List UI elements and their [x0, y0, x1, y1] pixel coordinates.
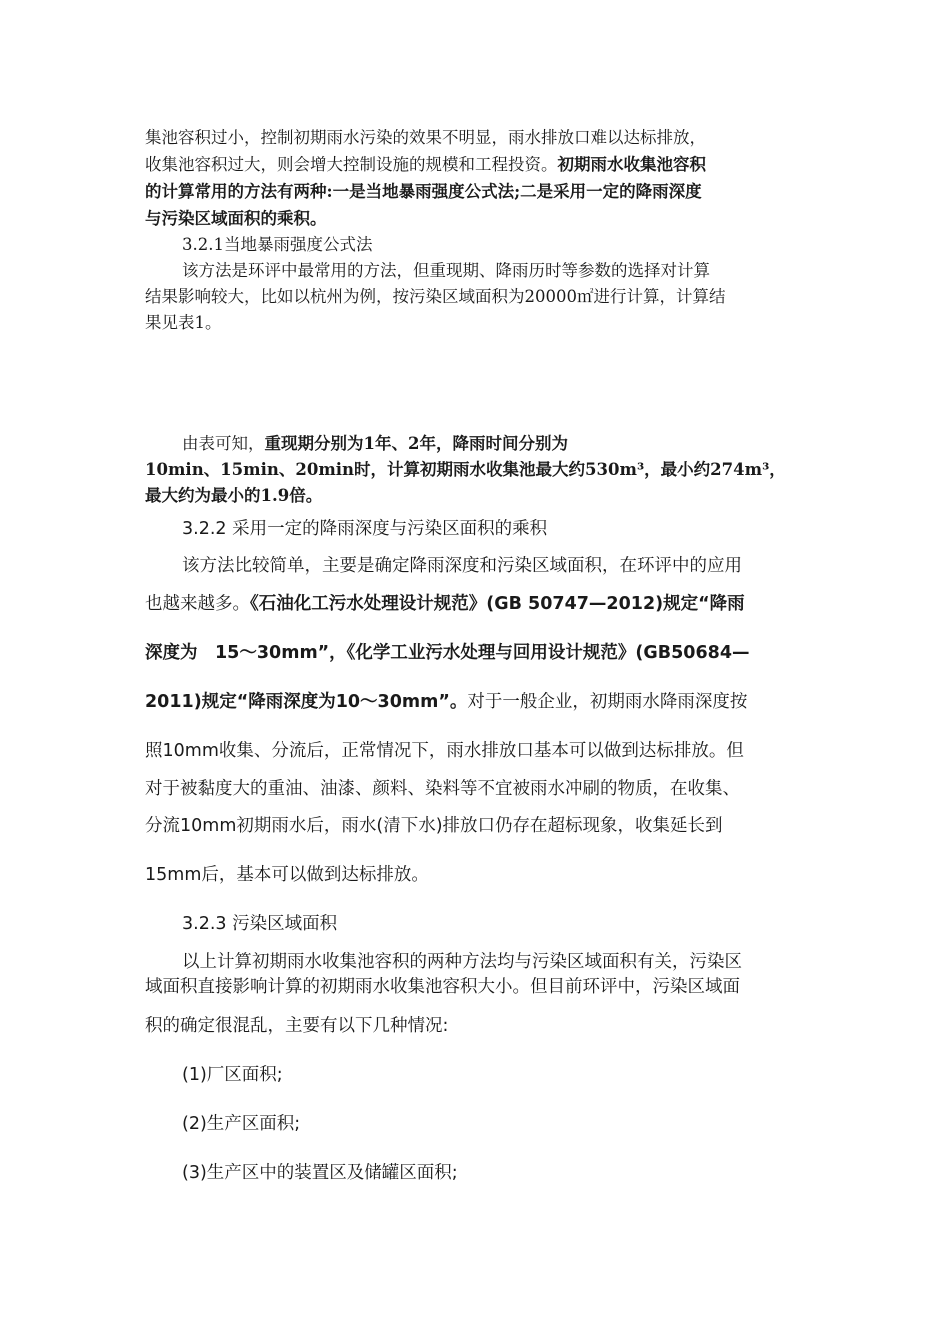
bold-text-run: 重现期分别为1年、2年，降雨时间分别为	[264, 434, 568, 453]
text-run: 由表可知，	[182, 434, 265, 453]
paragraph-line: 照10mm收集、分流后，正常情况下，雨水排放口基本可以做到达标排放。但	[145, 741, 744, 761]
paragraph-line: 分流10mm初期雨水后，雨水(清下水)排放口仍存在超标现象，收集延长到	[145, 816, 723, 836]
section-heading-3-2-1: 3.2.1当地暴雨强度公式法	[182, 235, 373, 254]
bold-text-run: 初期雨水收集池容积	[557, 155, 706, 174]
paragraph-line	[145, 590, 745, 615]
paragraph-line: 的计算常用的方法有两种:一是当地暴雨强度公式法;二是采用一定的降雨深度	[145, 182, 702, 201]
paragraph-line: 该方法是环评中最常用的方法，但重现期、降雨历时等参数的选择对计算	[182, 261, 710, 280]
paragraph-line: 10min、15min、20min时，计算初期雨水收集池最大约530m³，最小约274m³，	[145, 460, 786, 479]
section-heading-3-2-2: 3.2.2 采用一定的降雨深度与污染区面积的乘积	[182, 519, 548, 539]
bold-text-run: 《石油化工污水处理设计规范》(GB 50747—2012)规定“降雨	[250, 594, 745, 614]
paragraph-line: 果见表1。	[145, 313, 222, 332]
paragraph-line: 深度为 15～30mm”，《化学工业污水处理与回用设计规范》(GB50684—	[145, 643, 750, 663]
paragraph-line: 域面积直接影响计算的初期雨水收集池容积大小。但目前环评中，污染区域面	[145, 977, 740, 997]
paragraph-line	[145, 151, 706, 175]
bold-text-run: 2011)规定“降雨深度为10～30mm”。	[145, 692, 468, 712]
paragraph-line: 15mm后，基本可以做到达标排放。	[145, 865, 429, 885]
list-item: (2)生产区面积;	[182, 1114, 301, 1134]
list-item: (1)厂区面积;	[182, 1065, 283, 1085]
section-heading-3-2-3: 3.2.3 污染区域面积	[182, 914, 338, 934]
paragraph-line: 对于被黏度大的重油、油漆、颜料、染料等不宜被雨水冲刷的物质，在收集、	[145, 779, 740, 799]
paragraph-line: 积的确定很混乱，主要有以下几种情况:	[145, 1016, 449, 1036]
paragraph-line: 该方法比较简单，主要是确定降雨深度和污染区域面积，在环评中的应用	[182, 556, 742, 576]
paragraph-line: 以上计算初期雨水收集池容积的两种方法均与污染区域面积有关，污染区	[182, 952, 742, 972]
paragraph-line	[182, 430, 568, 454]
paragraph-line: 集池容积过小，控制初期雨水污染的效果不明显，雨水排放口难以达标排放，	[145, 128, 706, 147]
paragraph-line	[145, 688, 747, 713]
paragraph-line: 与污染区域面积的乘积。	[145, 209, 327, 228]
list-item: (3)生产区中的装置区及储罐区面积;	[182, 1163, 458, 1183]
text-run: 收集池容积过大，则会增大控制设施的规模和工程投资。	[145, 155, 558, 174]
text-run: 对于一般企业，初期雨水降雨深度按	[467, 692, 748, 712]
paragraph-line: 最大约为最小的1.9倍。	[145, 486, 323, 505]
text-run: 也越来越多。	[145, 594, 250, 614]
paragraph-line: 结果影响较大，比如以杭州为例，按污染区域面积为20000㎡进行计算，计算结	[145, 287, 726, 306]
